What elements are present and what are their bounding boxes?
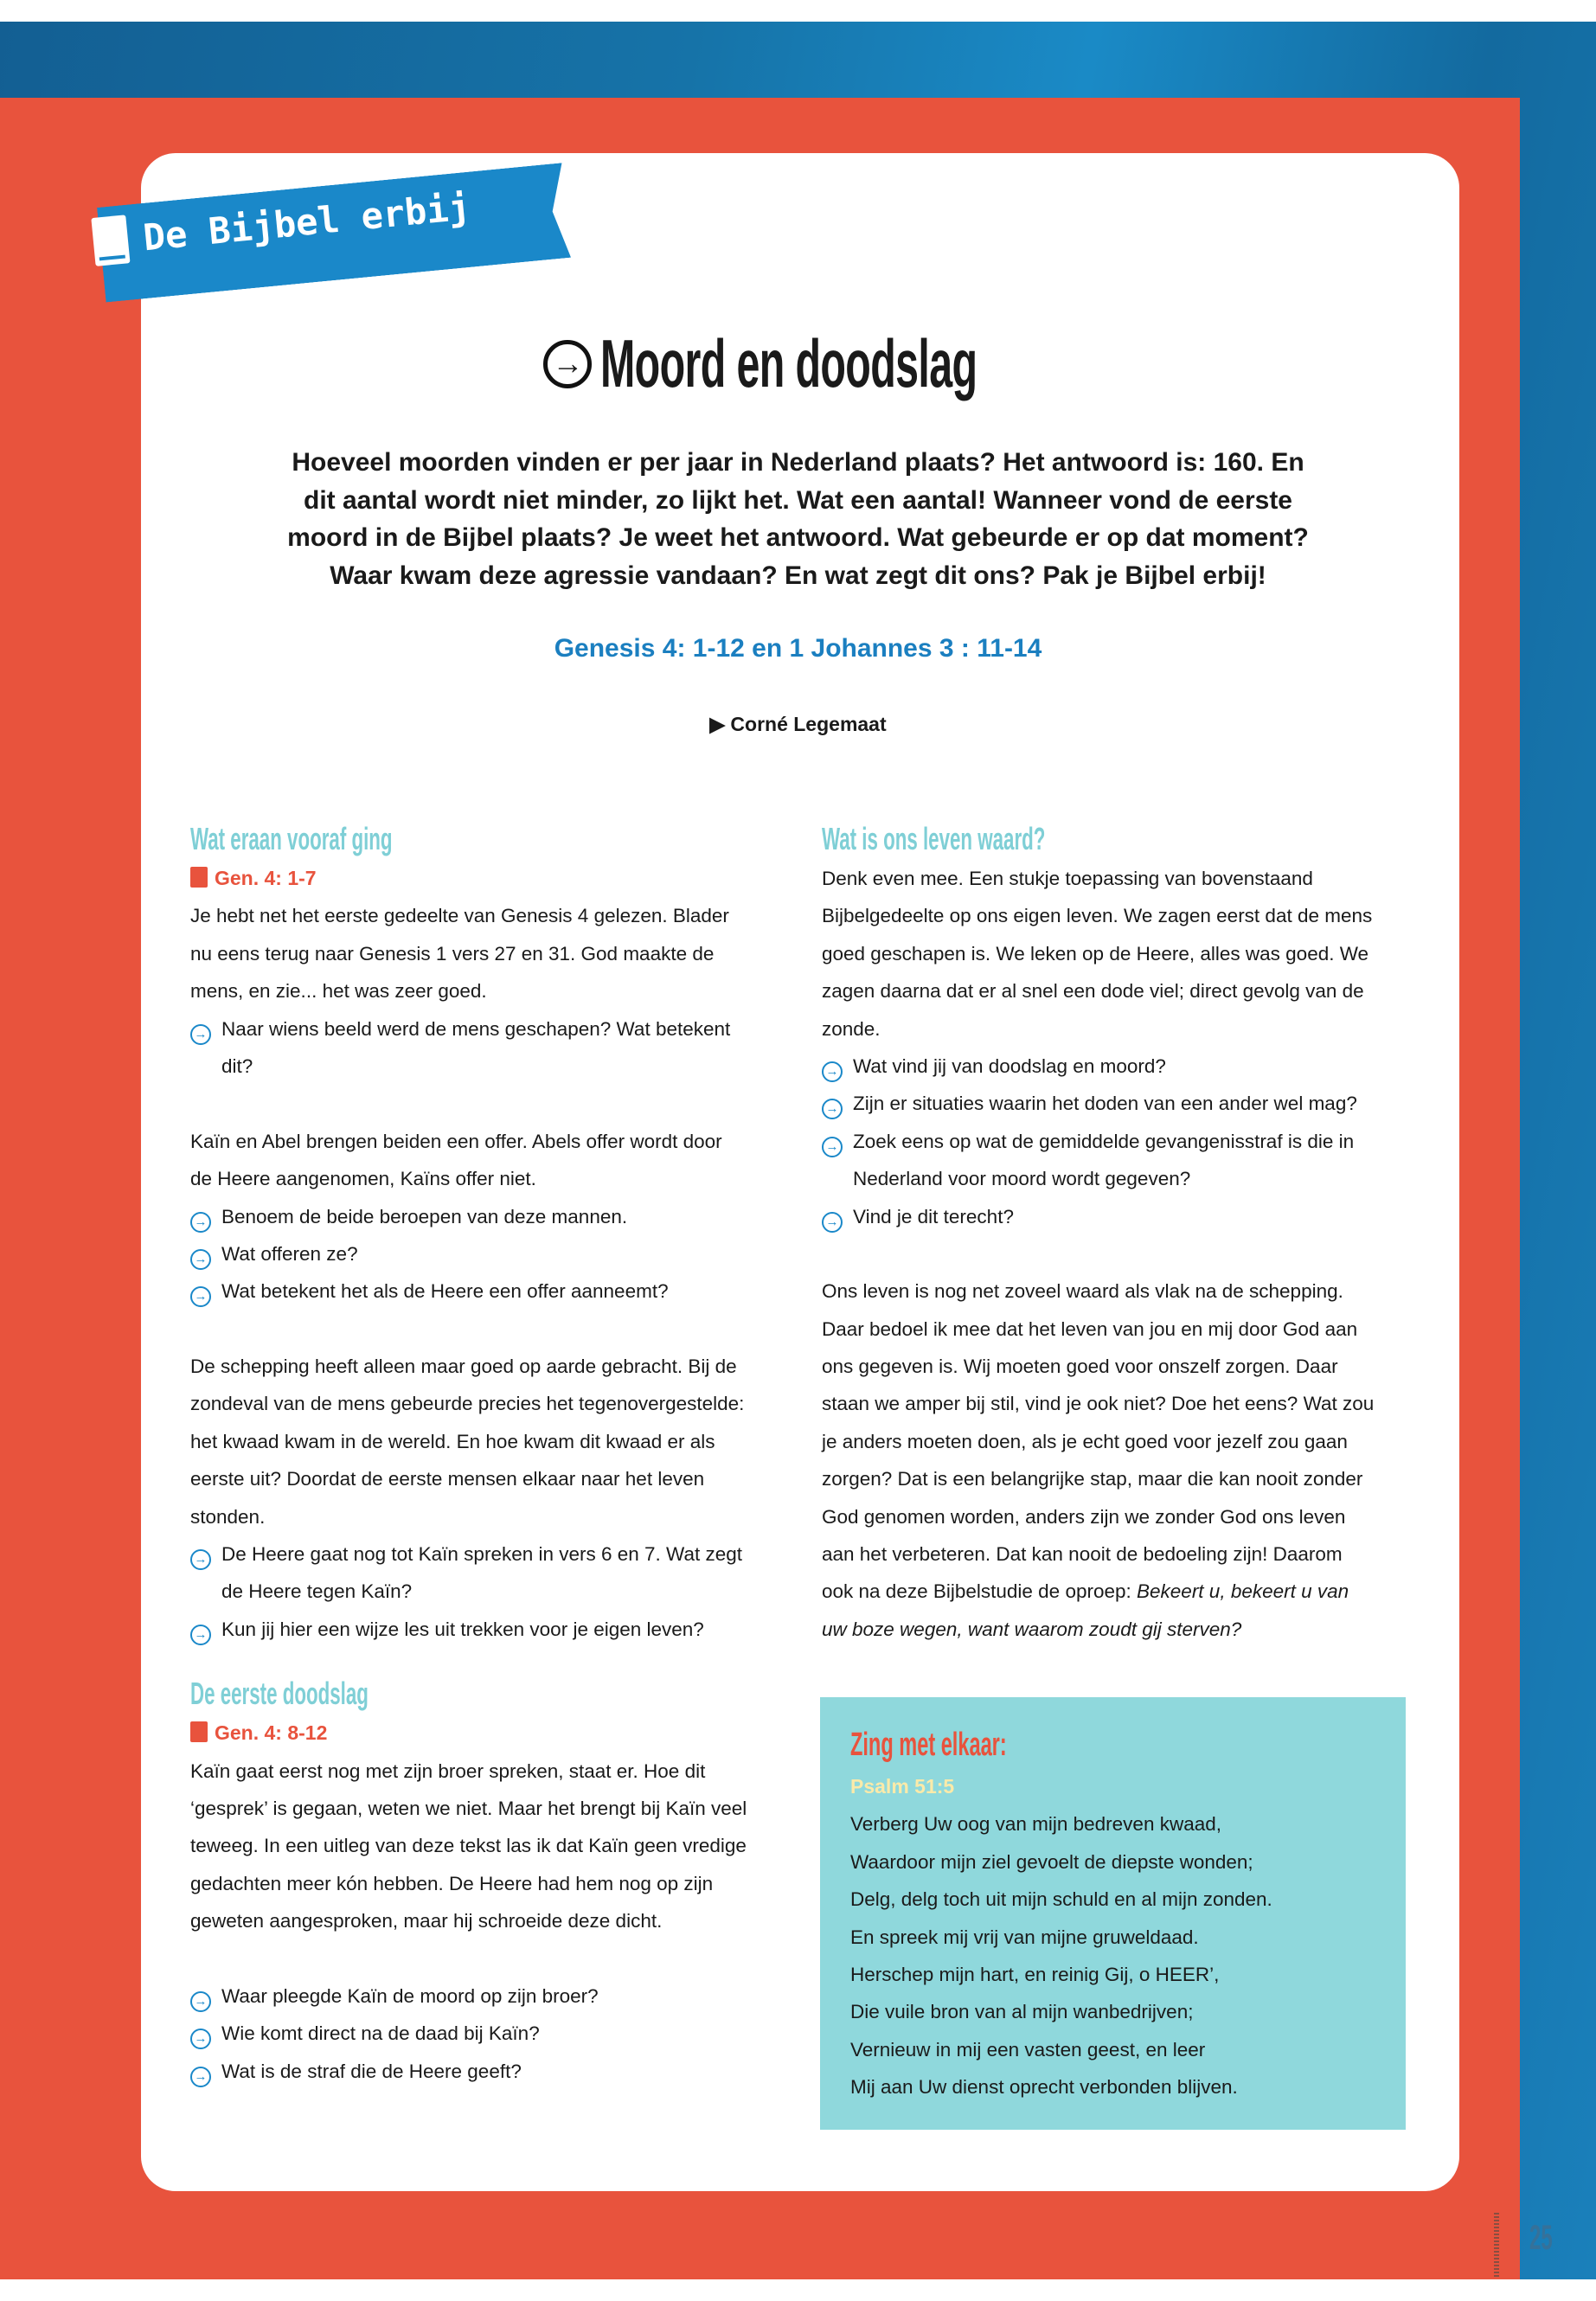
question-text: Vind je dit terecht? <box>853 1205 1014 1227</box>
arrow-circle-icon: → <box>190 1249 211 1270</box>
question-text: Wat offeren ze? <box>221 1242 358 1265</box>
author <box>0 713 1596 736</box>
body-text-line <box>190 972 796 1009</box>
intro-paragraph <box>0 444 1596 594</box>
body-text: gedachten meer kón hebben. De Heere had hem nog op zijn <box>190 1872 714 1894</box>
intro-line: dit aantal wordt niet minder, zo lijkt het. Wat een aantal! Wanneer vond de eerste <box>304 485 1292 515</box>
body-text: zondeval van de mens gebeurde precies het tegenovergestelde: <box>190 1393 745 1415</box>
arrow-circle-icon: → <box>190 1212 211 1233</box>
body-text: Daar bedoel ik mee dat het leven van jou en mij door God aan <box>822 1317 1358 1340</box>
author-name: Corné Legemaat <box>730 713 887 735</box>
body-text: God genomen worden, anders zijn we zonder God ons leven <box>822 1505 1346 1528</box>
main-bible-reference: Genesis 4: 1-12 en 1 Johannes 3 : 11-14 <box>554 634 1042 663</box>
question-item <box>190 1235 796 1272</box>
play-triangle-icon: ▶ <box>709 713 731 735</box>
spacer <box>822 1235 1427 1272</box>
section-banner-label: De Bijbel erbij <box>141 184 472 259</box>
question-continuation <box>190 1573 796 1610</box>
spacer <box>190 1648 796 1672</box>
intro-line: Waar kwam deze agressie vandaan? En wat zegt dit ons? Pak je Bijbel erbij! <box>330 561 1266 590</box>
question-item <box>190 1272 796 1310</box>
body-text: stonden. <box>190 1505 266 1528</box>
section-heading-text: De eerste doodslag <box>190 1676 369 1712</box>
body-text-line <box>822 1611 1427 1648</box>
arrow-circle-icon: → <box>822 1212 843 1233</box>
body-text-line <box>190 897 796 934</box>
question-continuation <box>190 1048 796 1085</box>
body-text: staan we amper bij stil, vind je ook niet? Doe het eens? Wat zou <box>822 1393 1375 1415</box>
question-text: Naar wiens beeld werd de mens geschapen? Wat betekent <box>221 1017 731 1040</box>
song-line: Delg, delg toch uit mijn schuld en al mijn zonden. <box>850 1888 1272 1911</box>
body-text-line <box>190 1123 796 1160</box>
body-text: Kaïn en Abel brengen beiden een offer. Abels offer wordt door <box>190 1130 722 1152</box>
question-item <box>190 2015 796 2052</box>
body-text: ‘gesprek’ is gegaan, weten we niet. Maar het brengt bij Kaïn veel <box>190 1797 747 1819</box>
intro-line: Hoeveel moorden vinden er per jaar in Nederland plaats? Het antwoord is: 160. En <box>292 448 1304 477</box>
body-text-line <box>822 935 1427 972</box>
question-text: Kun jij hier een wijze les uit trekken voor je eigen leven? <box>221 1618 704 1640</box>
body-text: Denk even mee. Een stukje toepassing van bovenstaand <box>822 868 1313 889</box>
song-line: En spreek mij vrij van mijne gruweldaad. <box>850 1926 1199 1948</box>
question-text: Benoem de beide beroepen van deze mannen. <box>221 1205 628 1227</box>
left-column <box>190 817 796 2090</box>
song-box-title: Zing met elkaar: <box>850 1727 1007 1763</box>
body-text-line <box>190 1827 796 1864</box>
arrow-circle-icon: → <box>190 1549 211 1570</box>
question-item <box>190 2053 796 2090</box>
body-text: eerste uit? Doordat de eerste mensen elkaar naar het leven <box>190 1468 705 1490</box>
body-text: zorgen? Dat is een belangrijke stap, maar die kan nooit zonder <box>822 1468 1363 1490</box>
section-heading <box>822 817 1427 860</box>
body-text: ook na deze Bijbelstudie de oproep: <box>822 1580 1138 1603</box>
book-icon <box>190 1721 208 1742</box>
body-text: Ons leven is nog net zoveel waard als vlak na de schepping. <box>822 1280 1343 1303</box>
body-text-line <box>190 1460 796 1497</box>
body-text-line <box>822 1460 1427 1497</box>
question-item <box>822 1048 1427 1085</box>
question-item <box>190 1535 796 1573</box>
question-item <box>822 1123 1427 1160</box>
right-column <box>822 817 1427 1648</box>
body-text: goed geschapen is. We leken op de Heere, alles was goed. We <box>822 942 1369 965</box>
song-box <box>820 1697 1406 2130</box>
body-text-line <box>190 1423 796 1460</box>
body-text: zonde. <box>822 1017 881 1040</box>
body-text-line <box>190 1790 796 1827</box>
question-text: Nederland voor moord wordt gegeven? <box>853 1168 1191 1190</box>
question-item <box>190 1198 796 1235</box>
song-line: Herschep mijn hart, en reinig Gij, o HEER’, <box>850 1963 1220 1985</box>
body-text-line <box>190 1348 796 1385</box>
body-text-line <box>822 1573 1427 1610</box>
question-item <box>822 1085 1427 1122</box>
body-text-line <box>822 1311 1427 1348</box>
bible-reference <box>190 1715 796 1752</box>
body-text: geweten aangesproken, maar hij schroeide deze dicht. <box>190 1910 663 1932</box>
body-text: zagen daarna dat er al snel een dode viel; direct gevolg van de <box>822 980 1364 1003</box>
arrow-circle-icon: → <box>190 1286 211 1307</box>
question-item <box>190 1611 796 1648</box>
body-text: Je hebt net het eerste gedeelte van Genesis 4 gelezen. Blader <box>190 905 729 927</box>
arrow-circle-icon: → <box>190 2067 211 2087</box>
body-text-line <box>822 972 1427 1009</box>
spacer <box>190 1940 796 1977</box>
bible-reference-text: Gen. 4: 8-12 <box>215 1721 328 1745</box>
page-title-text: Moord en doodslag <box>600 325 977 401</box>
arrow-circle-icon: → <box>190 2029 211 2049</box>
body-text-line <box>190 1753 796 1790</box>
body-text-line <box>822 897 1427 934</box>
body-text-line <box>190 1160 796 1197</box>
song-line: Mij aan Uw dienst oprecht verbonden blijven. <box>850 2076 1238 2099</box>
bible-reference <box>190 860 796 897</box>
section-heading-text: Wat is ons leven waard? <box>822 821 1046 856</box>
question-text: Waar pleegde Kaïn de moord op zijn broer? <box>221 1984 599 2007</box>
spacer <box>190 1085 796 1122</box>
question-item <box>822 1198 1427 1235</box>
body-text-line <box>822 1385 1427 1422</box>
question-text: Zijn er situaties waarin het doden van een ander wel mag? <box>853 1093 1357 1115</box>
question-text: Wat vind jij van doodslag en moord? <box>853 1054 1166 1077</box>
question-text: dit? <box>221 1054 253 1077</box>
arrow-circle-icon: → <box>190 1625 211 1645</box>
body-text-line <box>822 1423 1427 1460</box>
body-text: Bijbelgedeelte op ons eigen leven. We zagen eerst dat de mens <box>822 905 1373 927</box>
question-text: Wie komt direct na de daad bij Kaïn? <box>221 2022 540 2045</box>
book-icon <box>91 215 130 266</box>
bible-reference-text: Gen. 4: 1-7 <box>215 867 317 889</box>
section-heading <box>190 1672 796 1715</box>
question-text: de Heere tegen Kaïn? <box>221 1580 413 1603</box>
arrow-circle-icon: → <box>822 1137 843 1157</box>
body-text: nu eens terug naar Genesis 1 vers 27 en 31. God maakte de <box>190 942 715 965</box>
arrow-circle-icon: → <box>822 1099 843 1119</box>
book-icon <box>190 867 208 888</box>
body-text: aan het verbeteren. Dat kan nooit de bedoeling zijn! Daarom <box>822 1543 1343 1566</box>
body-text: De schepping heeft alleen maar goed op aarde gebracht. Bij de <box>190 1356 737 1378</box>
italic-quote: uw boze wegen, want waarom zoudt gij sterven? <box>822 1618 1242 1640</box>
question-text: De Heere gaat nog tot Kaïn spreken in vers 6 en 7. Wat zegt <box>221 1543 743 1566</box>
page-title <box>0 324 1596 403</box>
body-text: mens, en zie... het was zeer goed. <box>190 980 487 1003</box>
italic-quote: Bekeert u, bekeert u van <box>1137 1580 1349 1603</box>
arrow-circle-icon: → <box>822 1061 843 1082</box>
question-item <box>190 1010 796 1048</box>
body-text-line <box>822 1348 1427 1385</box>
body-text-line <box>190 1498 796 1535</box>
spacer <box>190 1311 796 1348</box>
question-text: Zoek eens op wat de gemiddelde gevangenisstraf is die in <box>853 1130 1355 1152</box>
section-heading <box>190 817 796 860</box>
arrow-circle-icon: → <box>190 1991 211 2012</box>
body-text-line <box>822 860 1427 897</box>
body-text: de Heere aangenomen, Kaïns offer niet. <box>190 1168 536 1190</box>
body-text: teweeg. In een uitleg van deze tekst las ik dat Kaïn geen vredige <box>190 1835 747 1857</box>
body-text: Kaïn gaat eerst nog met zijn broer spreken, staat er. Hoe dit <box>190 1759 706 1782</box>
question-text: Wat betekent het als de Heere een offer aanneemt? <box>221 1280 669 1303</box>
song-line: Die vuile bron van al mijn wanbedrijven; <box>850 2001 1194 2023</box>
body-text: het kwaad kwam in de wereld. En hoe kwam dit kwaad er als <box>190 1430 715 1452</box>
body-text-line <box>822 1535 1427 1573</box>
question-continuation <box>822 1160 1427 1197</box>
body-text-line <box>822 1498 1427 1535</box>
question-text: Wat is de straf die de Heere geeft? <box>221 2060 522 2082</box>
body-text-line <box>822 1010 1427 1048</box>
song-line: Vernieuw in mij een vasten geest, en leer <box>850 2038 1206 2061</box>
intro-line: moord in de Bijbel plaats? Je weet het antwoord. Wat gebeurde er op dat moment? <box>287 523 1309 552</box>
song-line: Verberg Uw oog van mijn bedreven kwaad, <box>850 1813 1221 1836</box>
section-heading-text: Wat eraan vooraf ging <box>190 821 393 856</box>
body-text-line <box>190 1385 796 1422</box>
song-reference: Psalm 51:5 <box>850 1775 955 1798</box>
song-line: Waardoor mijn ziel gevoelt de diepste wonden; <box>850 1850 1253 1873</box>
decorative-ticks <box>1494 2213 1499 2278</box>
body-text: je anders moeten doen, als je echt goed voor jezelf zou gaan <box>822 1430 1348 1452</box>
body-text-line <box>190 935 796 972</box>
page-number: 25 <box>1529 2219 1553 2257</box>
question-item <box>190 1977 796 2015</box>
arrow-circle-icon: → <box>543 340 592 388</box>
body-text-line <box>190 1865 796 1902</box>
arrow-circle-icon: → <box>190 1024 211 1045</box>
body-text: ons gegeven is. Wij moeten goed voor onszelf zorgen. Daar <box>822 1356 1338 1378</box>
body-text-line <box>822 1272 1427 1310</box>
body-text-line <box>190 1902 796 1939</box>
